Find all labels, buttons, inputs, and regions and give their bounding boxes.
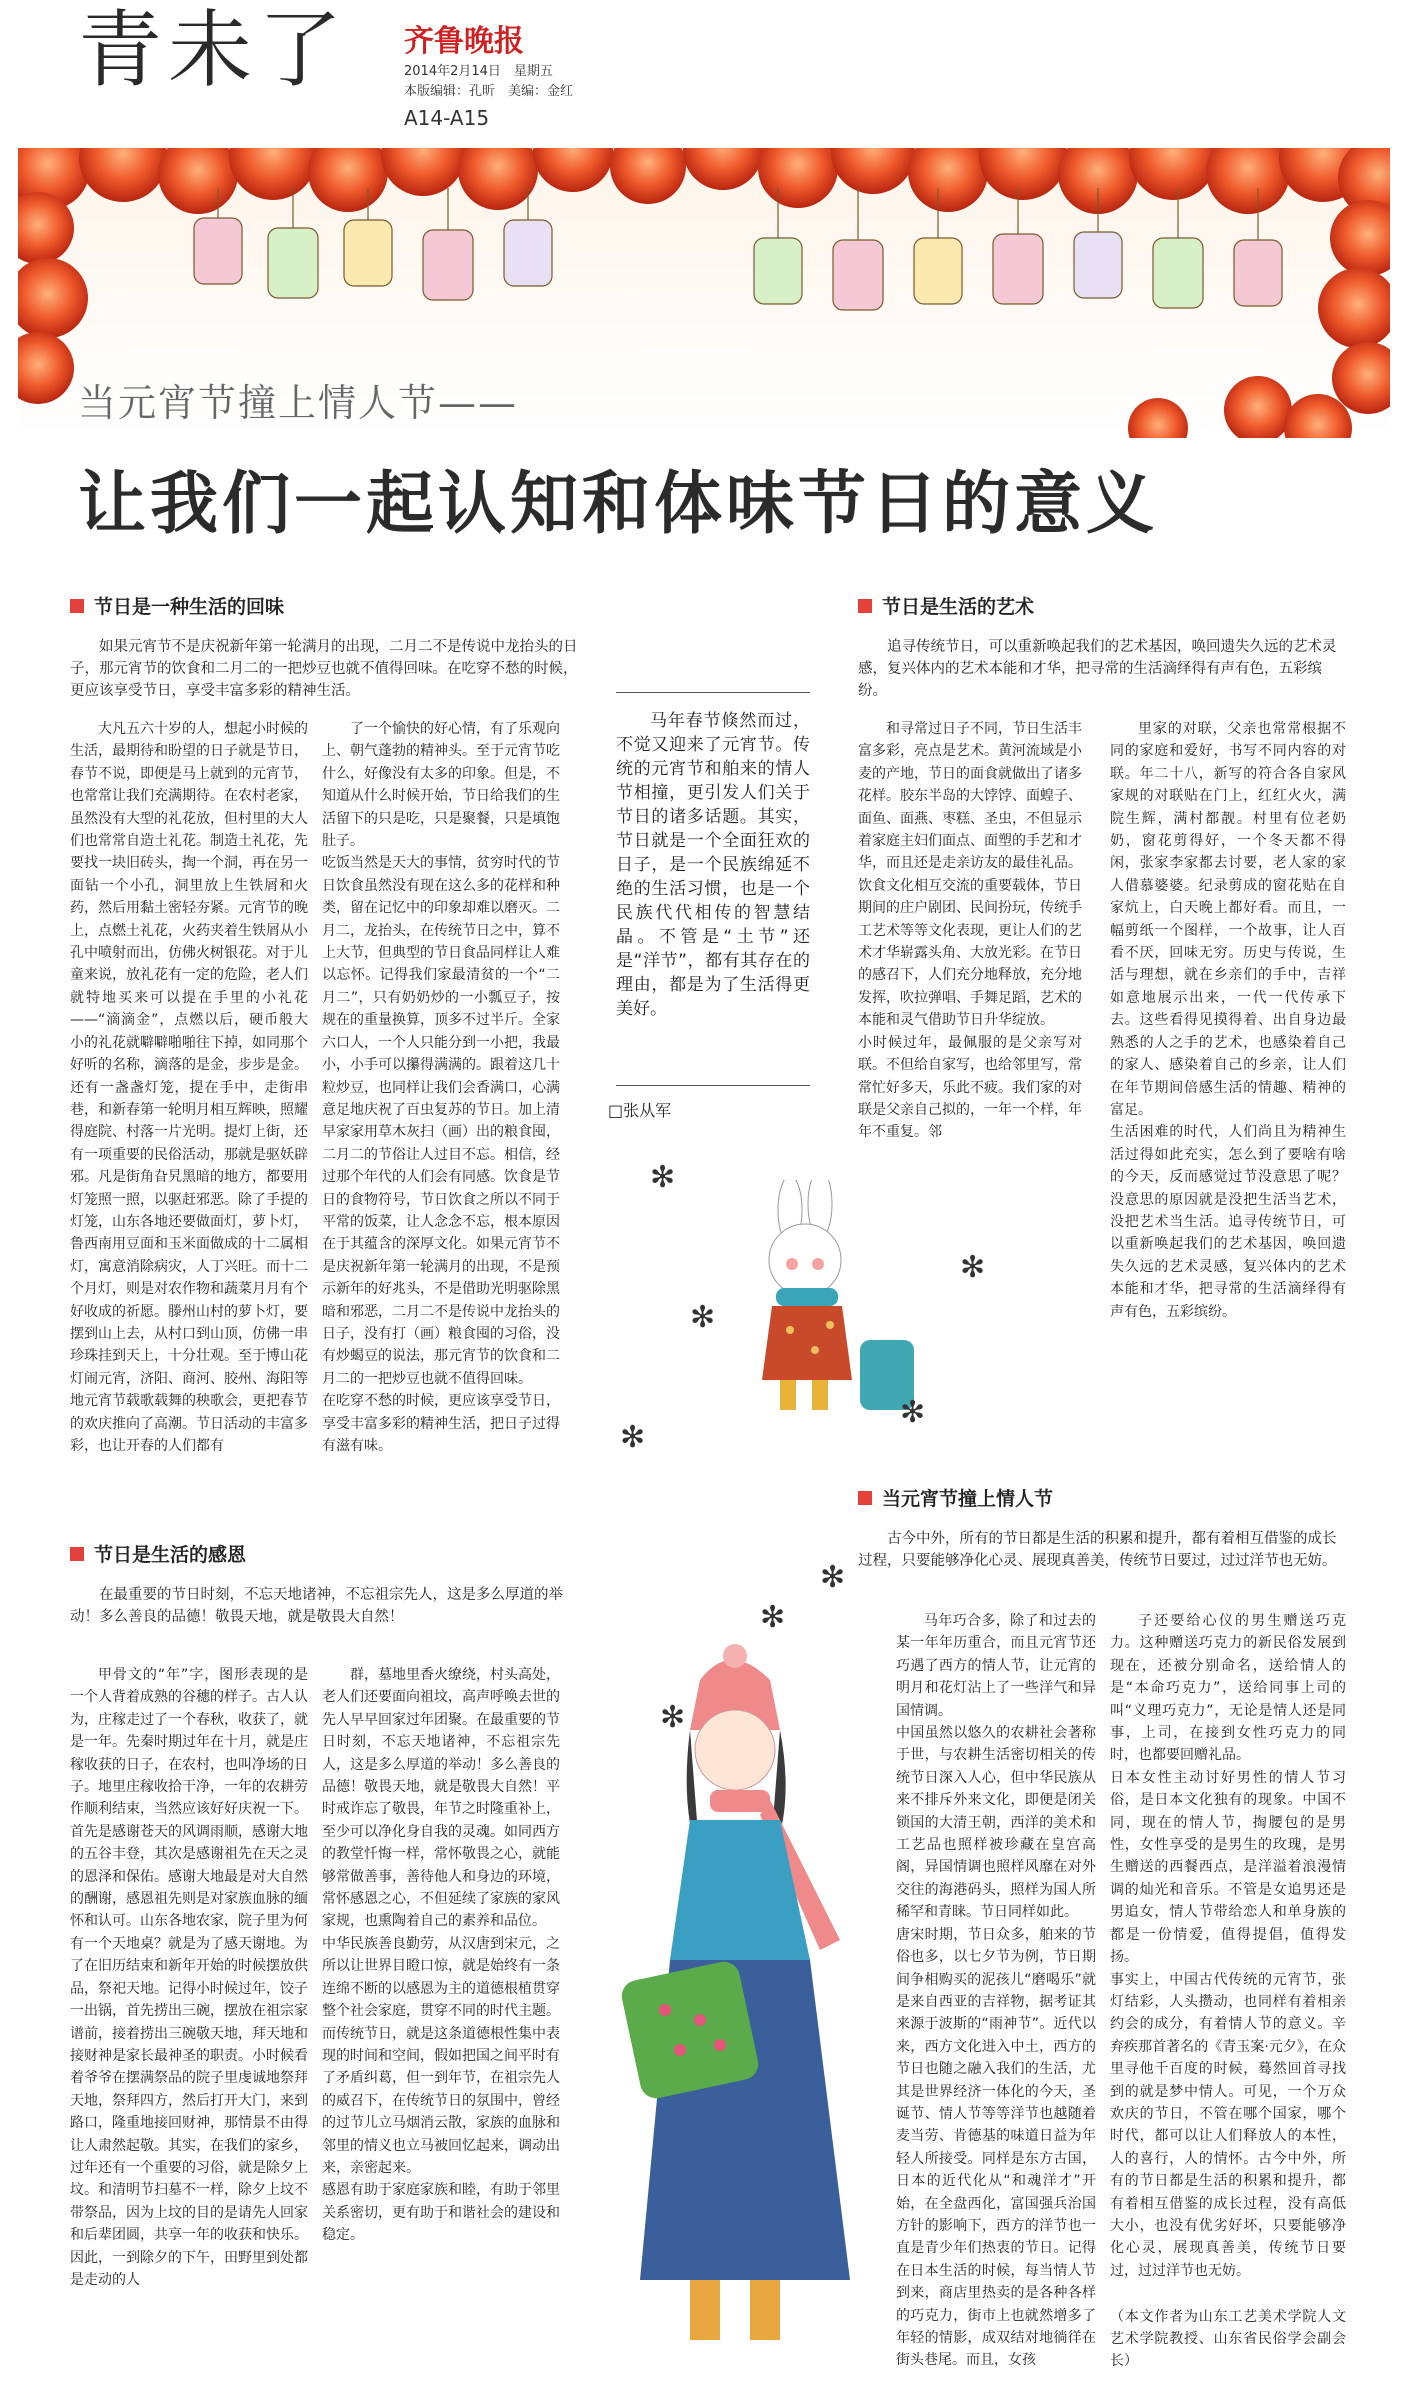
issue-meta — [404, 62, 573, 102]
section-lead: 追寻传统节日，可以重新唤起我们的艺术基因，唤回遗失久远的艺术灵感，复兴体内的艺术本能和才华，把寻常的生活滴绎得有声有色，五彩缤纷。 — [858, 639, 1337, 699]
section-body-col: 了一个愉快的好心情，有了乐观向上、朝气蓬勃的精神头。至于元宵节吃什么，好像没有太多的印象。但是，不知道从什么时候开始，节日给我们的生活留下的只是吃，只是聚餐，只是填饱肚子。 吃饭当然是天大的事情，贫穷时代的节日饮食虽然没有现在这么多的花样和种类，留在记忆中的印象却难以磨灭。二月二，龙抬头，在传统节日之中，算不上大节，但典型的节日食品同样让人难以忘怀。记得我们家最清贫的一个“二月二”，只有奶奶炒的一小瓢豆子，按规在的重量换算，顶多不过半斤。全家六口人，一个人只能分到一小把，我最小，小手可以攥得满满的。跟着这几十粒炒豆，也同样让我们会香满口，心满意足地庆祝了百虫复苏的节日。加上清早家家用草木灰扫（画）出的粮食囤，二月二的节俗让人过目不忘。相信，经过那个年代的人们会有同感。饮食是节日的食物符号，节日饮食之所以不同于平常的饭菜，让人念念不忘，根本原因在于其蕴含的深厚文化。如果元宵节不是庆祝新年第一轮满月的出现，不是预示新年的好兆头，不是借助光明驱除黑暗和邪恶，二月二不是传说中龙抬头的日子，没有打（画）粮食囤的习俗，没有炒蝎豆的说法，那元宵节的饮食和二月二的一把炒豆也就不值得回味。 在吃穿不愁的时候，更应该享受节日，享受丰富多彩的精神生活，把日子过得有滋有味。 — [322, 721, 560, 1454]
red-square-icon — [70, 599, 84, 613]
red-square-icon — [70, 1547, 84, 1561]
section-heading-text: 当元宵节撞上情人节 — [882, 1488, 1054, 1510]
article-headline: 让我们一起认知和体味节日的意义 — [78, 465, 1159, 544]
snowflake-icon: ✻ — [820, 1560, 846, 1595]
section-body-col: 群，墓地里香火缭绕，村头高处，老人们还要面向祖坟，高声呼唤去世的先人早早回家过年团聚。在最重要的节日时刻，不忘天地诸神，不忘祖宗先人，这是多么厚道的举动！多么善良的品德！敬畏天地，就是敬畏大自然！平时戒诈忘了敬畏，年节之时隆重补上，至少可以净化身自我的灵魂。如同西方的教堂忏悔一样，常怀敬畏之心，就能够常做善事，善待他人和身边的环境，常怀感恩之心，不但延续了家族的家风家规，也熏陶着自己的素养和品位。 中华民族善良勤劳，从汉唐到宋元，之所以让世界目瞪口惊，就是始终有一条连绵不断的以感恩为主的道德根植贯穿整个社会家庭，贯穿不同的时代主题。而传统节日，就是这条道德根性集中表现的时间和空间，假如把国之间平时有了矛盾纠葛，但一到年节，在祖宗先人的威召下，在传统节日的氛围中，曾经的过节儿立马烟消云散，家族的血脉和邻里的情义也立马被回忆起来，调动出来，亲密起来。 感恩有助于家庭家族和睦，有助于邻里关系密切，更有助于和谐社会的建设和稳定。 — [322, 1667, 560, 2244]
section-heading-3 — [858, 592, 1034, 619]
editor-note-box — [616, 692, 810, 1086]
section-heading-2 — [70, 1540, 246, 1567]
section-lead: 在最重要的节日时刻，不忘天地诸神，不忘祖宗先人，这是多么厚道的举动！多么善良的品德！敬畏天地，就是敬畏大自然！ — [70, 1587, 563, 1625]
section-body-col: 大凡五六十岁的人，想起小时候的生活，最期待和盼望的日子就是节日，春节不说，即便是马上就到的元宵节，也常常让我们充满期待。在农村老家，虽然没有大型的礼花放，但村里的大人们也常常自造土礼花。制造土礼花，先要找一块旧砖头，掏一个洞，再在另一面钻一个小孔，洞里放上生铁屑和火药，然后用黏土密轻夯紧。元宵节的晚上，点燃土礼花，火药夹着生铁屑从小孔中喷射而出，仿佛火树银花。对于儿童来说，放礼花有一定的危险，老人们就特地买来可以提在手里的小礼花——“滴滴金”，点燃以后，硬币般大小的礼花就噼噼啪啪往下掉，如同那个好听的名称，滴落的是金，步步是金。还有一盏盏灯笼，提在手中，走街串巷，和新春第一轮明月相互辉映，照耀得庭院、村落一片光明。提灯上街，还有一项重要的民俗活动，那就是驱妖辟邪。凡是街角旮旯黑暗的地方，都要用灯笼照一照，以驱赶邪恶。除了手提的灯笼，山东各地还要做面灯，萝卜灯，鲁西南用豆面和玉米面做成的十二属相灯，寓意消除病灾，人丁兴旺。而十二个月灯，则是对农作物和蔬菜月月有个好收成的祈愿。滕州山村的萝卜灯，要摆到山上去，从村口到山顶，仿佛一串珍珠挂到天上，十分壮观。至于博山花灯闹元宵，济阳、商河、胶州、海阳等地元宵节载歌载舞的秧歌会，更把春节的欢庆推向了高潮。节日活动的丰富多彩，也让开春的人们都有 — [70, 721, 308, 1454]
red-square-icon — [858, 1491, 872, 1505]
section-heading-4 — [858, 1484, 1053, 1511]
issue-date: 2014年2月14日 星期五 — [404, 64, 553, 79]
snowflake-icon: ✻ — [650, 1160, 676, 1195]
newspaper-logo: 齐鲁晚报 — [404, 24, 524, 59]
snowflake-icon: ✻ — [760, 1600, 786, 1635]
snowflake-icon: ✻ — [660, 1700, 686, 1735]
red-square-icon — [858, 599, 872, 613]
page-range: A14-A15 — [404, 106, 490, 130]
section-lead: 古今中外，所有的节日都是生活的积累和提升，都有着相互借鉴的成长过程，只要能够净化心灵、展现真善美，传统节日要过，过过洋节也无妨。 — [858, 1531, 1337, 1569]
section-body-col: 子还要给心仪的男生赠送巧克力。这种赠送巧克力的新民俗发展到现在，还被分别命名，送给情人的是“本命巧克力”，送给同事上司的叫“义理巧克力”，无论是情人还是同事，上司，在接到女性巧克力的同时，也都要回赠礼品。 日本女性主动讨好男性的情人节习俗，是日本文化独有的现象。中国不同，现在的情人节，掏腰包的是男性，女性享受的是男生的玫瑰，是男生赠送的西餐西点，是洋溢着浪漫情调的灿光和音乐。不管是女追男还是男追女，情人节带给恋人和单身族的都是一份情爱，值得提倡，值得发扬。 事实上，中国古代传统的元宵节，张灯结彩，人头攒动，也同样有着相亲约会的成分，有着情人节的意义。辛弃疾那首著名的《青玉案·元夕》，在众里寻他千百度的时候，蓦然回首寻找到的就是梦中情人。可见，一个万众欢庆的节日，不管在哪个国家，哪个时代，都可以让人们释放人的本性，人的喜行，人的情怀。古今中外，所有的节日都是生活的积累和提升，都有着相互借鉴的成长过程，没有高低大小，也没有优劣好坏，只要能够净化心灵，展现真善美，传统节日要过，过过洋节也无妨。 — [1110, 1613, 1346, 2279]
article-subtitle: 当元宵节撞上情人节—— — [78, 381, 519, 425]
section-heading-text: 节日是生活的艺术 — [882, 596, 1035, 618]
snowflake-icon: ✻ — [690, 1300, 716, 1335]
section-body-col: 马年巧合多，除了和过去的某一年年历重合，而且元宵节还巧遇了西方的情人节，让元宵的明月和花灯沾上了一些洋气和异国情调。 中国虽然以悠久的农耕社会著称于世，与农耕生活密切相关的传统节日深入人心，但中华民族从来不排斥外来文化，即便是闭关锁国的大清王朝，西洋的美术和工艺品也照样被珍藏在皇宫高阁，异国情调也照样风靡在对外交往的海港码头，照样为国人所稀罕和青睐。节日同样如此。 唐宋时期，节日众多，舶来的节俗也多，以七夕节为例，节日期间争相购买的泥孩儿“磨喝乐”就是来自西亚的吉祥物，据考证其来源于波斯的“雨神节”。近代以来，西方文化进入中土，西方的节日也随之融入我们的生活，尤其是世界经济一体化的今天，圣诞节、情人节等等洋节也越随着麦当劳、肯德基的味道日益为年轻人所接受。同样是东方古国，日本的近代化从“和魂洋才”开始，在全盘西化，富国强兵治国方针的影响下，西方的洋节也一直是青少年们热衷的节日。记得在日本生活的时候，每当情人节到来，商店里热卖的是各种各样的巧克力，街市上也就然增多了年轻的情影，成双结对地徜徉在街头巷尾。而且，女孩 — [896, 1613, 1096, 2369]
section-title: 青未了 — [78, 1, 349, 99]
editor-note-text: 马年春节倏然而过，不觉又迎来了元宵节。传统的元宵节和舶来的情人节相撞，更引发人们关于节日的诸多话题。其实，节日就是一个全面狂欢的日子，是一个民族绵延不绝的生活习惯，也是一个民族代代相传的智慧结晶。不管是“土节”还是“洋节”，都有其存在的理由，都是为了生活得更美好。 — [616, 711, 810, 1019]
issue-editors: 本版编辑：孔昕 美编：金红 — [404, 84, 574, 99]
section-body-col: 里家的对联，父亲也常常根据不同的家庭和爱好，书写不同内容的对联。年二十八，新写的符合各自家风家规的对联贴在门上，红红火火，满院生辉，满村都靓。村里有位老奶奶，窗花剪得好，一个冬天都不得闲，张家李家都去讨要，老人家的家人借慕婆婆。纪录剪成的窗花贴在自家炕上，白天晚上都好看。而且，一幅剪纸一个图样，一个故事，让人百看不厌，回味无穷。历史与传说，生活与理想，就在乡亲们的手中，吉祥如意地展示出来，一代一代传承下去。这些看得见摸得着、出自身边最熟悉的人之手的艺术，也感染着自己的家人、感染着自己的乡亲，让人们在年节期间倍感生活的情趣、精神的富足。 生活困难的时代，人们尚且为精神生活过得如此充实，怎么到了要啥有啥的今天，反而感觉过节没意思了呢？没意思的原因就是没把生活当艺术，没把艺术当生活。追寻传统节日，可以重新唤起我们的艺术基因，唤回遗失久远的艺术灵感，复兴体内的艺术本能和才华，把寻常的生活滴绎得有声有色，五彩缤纷。 — [1110, 721, 1346, 1320]
section-body-col: 甲骨文的“年”字，图形表现的是一个人背着成熟的谷穗的样子。古人认为，庄稼走过了一个春秋，收获了，就是一年。先秦时期过年在十月，就是庄稼收获的日子，在农村，也叫净场的日子。地里庄稼收拾干净，一年的农耕劳作顺利结束，当然应该好好庆祝一下。首先是感谢苍天的风调雨顺，感谢大地的五谷丰登，其次是感谢祖先在天之灵的恩泽和保佑。感谢大地最是对大自然的酬谢，感恩祖先则是对家族血脉的缅怀和认可。山东各地农家，院子里为何有一个天地桌？就是为了感天谢地。为了在旧历结束和新年开始的时候摆放供品，祭祀天地。记得小时候过年，饺子一出锅，首先捞出三碗，摆放在祖宗家谱前，接着捞出三碗敬天地，拜天地和接财神是家长最神圣的职责。小时候看着爷爷在摆满祭品的院子里虔诚地祭拜天地，祭拜四方，然后打开大门，来到路口，隆重地接回财神，那情景不由得让人肃然起敬。其实，在我们的家乡，过年还有一个重要的习俗，就是除夕上坟。和清明节扫墓不一样，除夕上坟不带祭品，因为上坟的目的是请先人回家和后辈团圆，共享一年的收获和快乐。因此，一到除夕的下午，田野里到处都是走动的人 — [70, 1667, 308, 2288]
author-note: （本文作者为山东工艺美术学院人文艺术学院教授、山东省民俗学会副会长） — [1110, 2309, 1346, 2369]
section-heading-text: 节日是生活的感恩 — [94, 1544, 247, 1566]
girl-illustration — [580, 1640, 880, 2380]
author-byline: □张从军 — [608, 1101, 672, 1120]
snowflake-icon: ✻ — [620, 1420, 646, 1455]
section-lead: 如果元宵节不是庆祝新年第一轮满月的出现，二月二不是传说中龙抬头的日子，那元宵节的饮食和二月二的一把炒豆也就不值得回味。在吃穿不愁的时候，更应该享受节日，享受丰富多彩的精神生活。 — [70, 639, 578, 699]
snowflake-icon: ✻ — [960, 1250, 986, 1285]
section-heading-1 — [70, 592, 284, 619]
snowflake-icon: ✻ — [900, 1395, 926, 1430]
section-heading-text: 节日是一种生活的回味 — [94, 596, 285, 618]
section-body-col: 和寻常过日子不同，节日生活丰富多彩，亮点是艺术。黄河流域是小麦的产地，节日的面食就做出了诸多花样。胶东半岛的大饽饽、面蝗子、面鱼、面燕、枣糕、圣虫，不但显示着家庭主妇们面点、面塑的手艺和才华，而且还是走亲访友的最佳礼品。饮食文化相互交流的重要载体，节日期间的庄户剧团、民间扮玩，传统手工艺术等等文化表现，更让人们的艺术才华崭露头角、大放光彩。在节日的感召下，人们充分地释放，充分地发挥，吹拉弹唱、手舞足蹈，艺术的本能和灵气借助节日升华绽放。 小时候过年，最佩服的是父亲写对联。不但给自家写，也给邻里写，常常忙好多天，乐此不疲。我们家的对联是父亲自己拟的，一年一个样，年年不重复。邻 — [858, 721, 1082, 1141]
